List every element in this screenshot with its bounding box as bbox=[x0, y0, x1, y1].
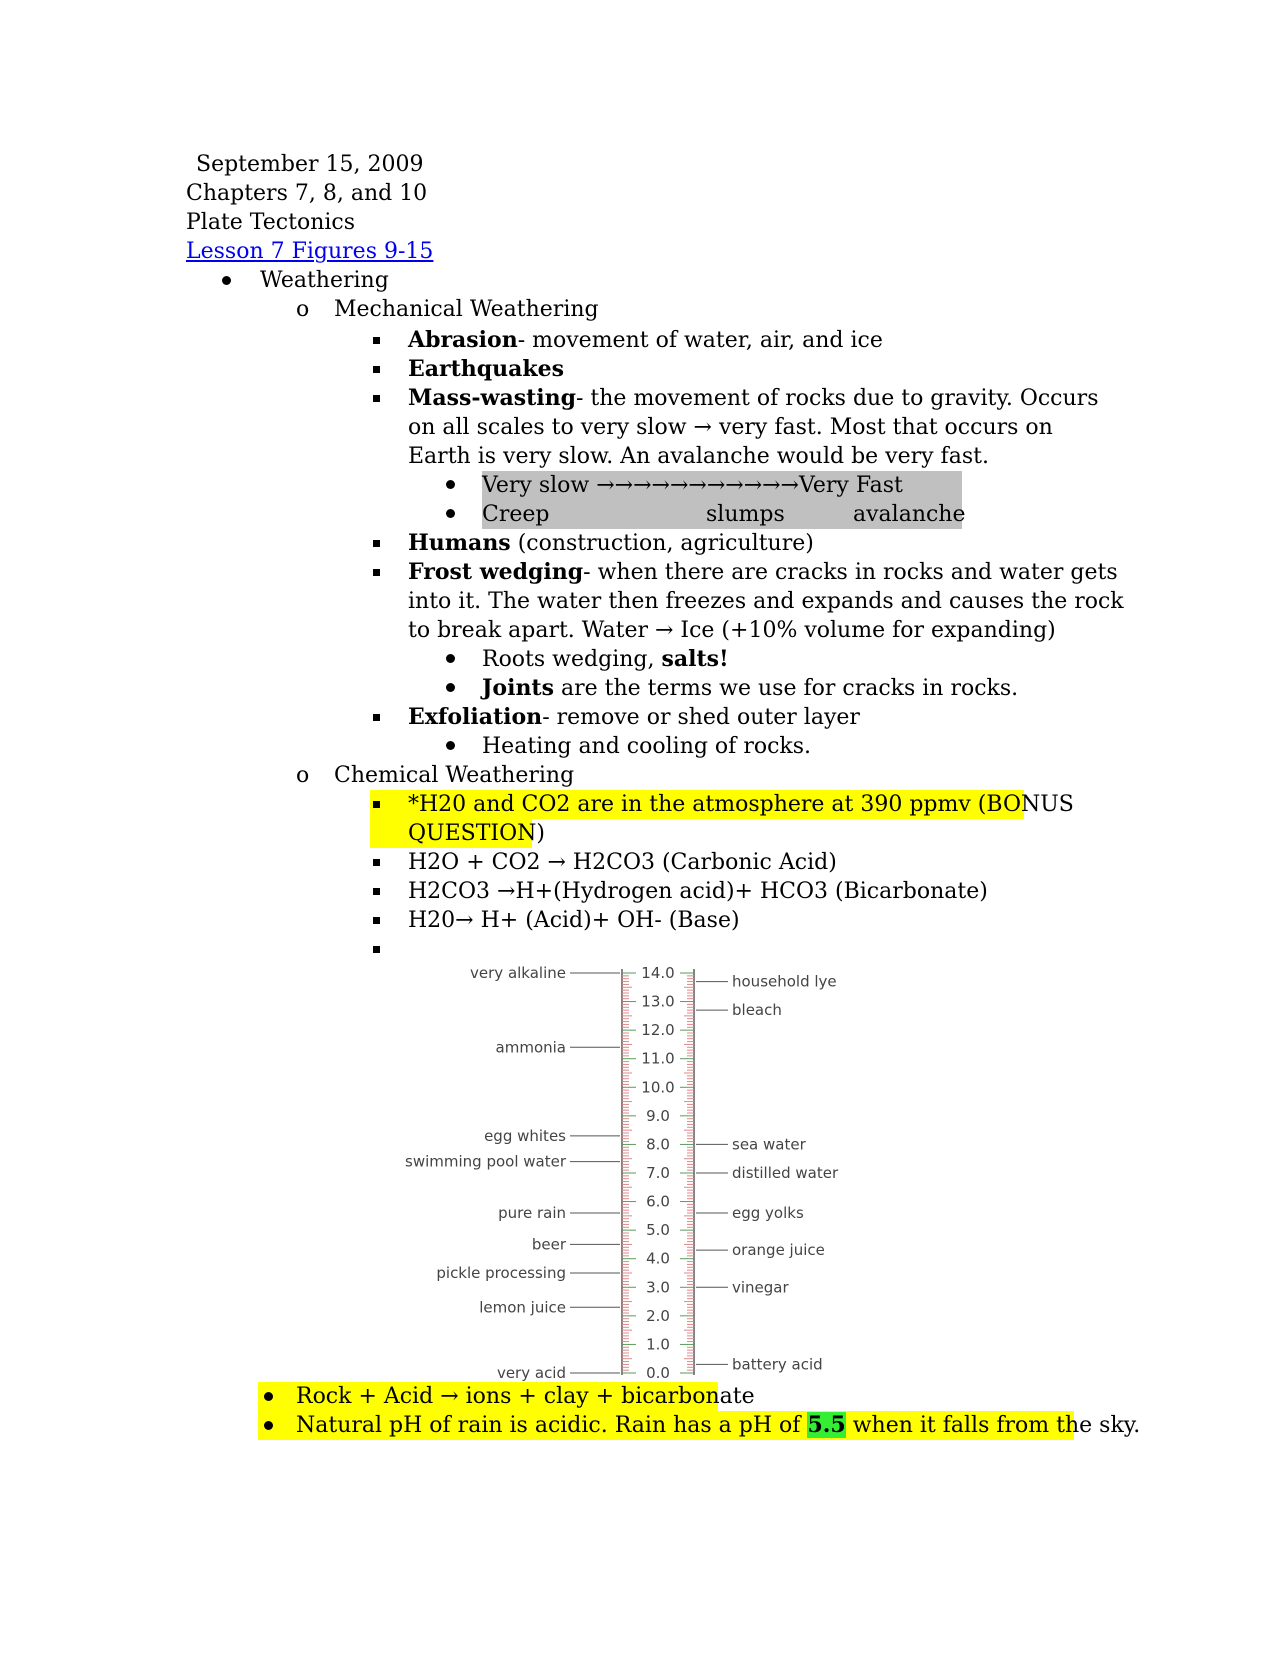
speed-scale-text: Very slow →→→→→→→→→→→Very Fast bbox=[482, 471, 962, 500]
abrasion-term: Abrasion bbox=[408, 327, 518, 353]
circle-bullet-icon: o bbox=[296, 297, 310, 322]
ph-tick-label: 14.0 bbox=[641, 964, 675, 982]
rock-acid-line: Rock + Acid → ions + clay + bicarbonate bbox=[296, 1384, 755, 1409]
abrasion-text: - movement of water, air, and ice bbox=[517, 328, 883, 353]
square-bullet-icon bbox=[373, 888, 380, 895]
left-substance-label: pure rain bbox=[498, 1204, 566, 1222]
square-bullet-icon bbox=[373, 859, 380, 866]
bullet-icon bbox=[446, 683, 455, 692]
bullet-icon bbox=[446, 654, 455, 663]
bullet-icon bbox=[222, 276, 231, 285]
joints-term: Joints bbox=[482, 675, 554, 701]
earthquakes-item: Earthquakes bbox=[408, 356, 565, 382]
circle-bullet-icon: o bbox=[296, 763, 310, 788]
right-substance-label: distilled water bbox=[732, 1164, 839, 1182]
bullet-icon bbox=[264, 1421, 273, 1430]
weathering-heading: Weathering bbox=[260, 268, 389, 293]
creep-label: Creep bbox=[482, 502, 550, 527]
salts-text: salts! bbox=[661, 646, 729, 672]
mass-wasting-item bbox=[408, 384, 1098, 413]
abrasion-item bbox=[408, 326, 883, 355]
ph-tick-label: 6.0 bbox=[646, 1192, 670, 1211]
equation-2: H2CO3 →H+(Hydrogen acid)+ HCO3 (Bicarbonate) bbox=[408, 879, 988, 904]
ph-tick-label: 11.0 bbox=[641, 1049, 675, 1068]
ph-tick-label: 7.0 bbox=[646, 1164, 670, 1182]
mechanical-heading: Mechanical Weathering bbox=[334, 297, 599, 322]
mass-wasting-term: Mass-wasting bbox=[408, 385, 576, 411]
right-substance-label: sea water bbox=[732, 1135, 806, 1154]
left-substance-label: very acid bbox=[496, 1364, 566, 1382]
heating-item: Heating and cooling of rocks. bbox=[482, 734, 812, 759]
ph-tick-label: 3.0 bbox=[646, 1278, 670, 1297]
left-substance-label: ammonia bbox=[495, 1038, 566, 1057]
ph-tick-label: 12.0 bbox=[641, 1021, 675, 1040]
right-substance-label: bleach bbox=[732, 1001, 782, 1020]
right-substance-label: vinegar bbox=[732, 1278, 789, 1297]
chemical-heading: Chemical Weathering bbox=[334, 763, 575, 788]
left-substance-label: pickle processing bbox=[436, 1264, 566, 1282]
humans-text: (construction, agriculture) bbox=[510, 531, 814, 556]
left-substance-label: beer bbox=[531, 1235, 566, 1254]
frost-line-2: into it. The water then freezes and expands and causes the rock bbox=[408, 589, 1124, 614]
frost-term: Frost wedging bbox=[408, 559, 584, 585]
equation-1: H2O + CO2 → H2CO3 (Carbonic Acid) bbox=[408, 850, 837, 875]
left-substance-label: egg whites bbox=[484, 1126, 566, 1145]
ph-scale-chart bbox=[400, 955, 880, 1385]
left-substance-label: very alkaline bbox=[470, 964, 566, 982]
ph-tick-label: 4.0 bbox=[646, 1249, 670, 1268]
topic-line: Plate Tectonics bbox=[186, 210, 356, 235]
right-substance-label: battery acid bbox=[732, 1355, 823, 1374]
roots-item bbox=[482, 645, 729, 674]
bullet-icon bbox=[446, 480, 455, 489]
humans-term: Humans bbox=[408, 530, 511, 556]
square-bullet-icon bbox=[373, 337, 380, 344]
square-bullet-icon bbox=[373, 801, 380, 808]
right-substance-label: egg yolks bbox=[732, 1204, 804, 1222]
joints-item bbox=[482, 674, 1018, 703]
frost-text: - when there are cracks in rocks and water gets bbox=[583, 560, 1118, 585]
exfoliation-term: Exfoliation bbox=[408, 704, 543, 730]
avalanche-label: avalanche bbox=[853, 502, 966, 527]
square-bullet-icon bbox=[373, 946, 380, 953]
chapters-line: Chapters 7, 8, and 10 bbox=[186, 181, 428, 206]
ph-tick-label: 5.0 bbox=[646, 1221, 670, 1240]
square-bullet-icon bbox=[373, 569, 380, 576]
square-bullet-icon bbox=[373, 917, 380, 924]
date-line: September 15, 2009 bbox=[196, 152, 424, 177]
equation-3: H20→ H+ (Acid)+ OH- (Base) bbox=[408, 908, 740, 933]
bullet-icon bbox=[446, 509, 455, 518]
ph-tick-label: 9.0 bbox=[646, 1106, 670, 1125]
speed-scale-row bbox=[482, 471, 962, 500]
frost-item bbox=[408, 558, 1118, 587]
mass-wasting-text: - the movement of rocks due to gravity. Occurs bbox=[576, 386, 1099, 411]
right-substance-label: household lye bbox=[732, 972, 837, 991]
square-bullet-icon bbox=[373, 395, 380, 402]
bonus-line-2: QUESTION) bbox=[408, 821, 545, 846]
exfoliation-text: - remove or shed outer layer bbox=[542, 705, 860, 730]
frost-line-3: to break apart. Water → Ice (+10% volume for expanding) bbox=[408, 618, 1056, 643]
bonus-line-1: *H20 and CO2 are in the atmosphere at 390 ppmv (BONUS bbox=[408, 792, 1074, 817]
left-substance-label: swimming pool water bbox=[405, 1152, 566, 1171]
ph-tick-label: 2.0 bbox=[646, 1306, 670, 1325]
square-bullet-icon bbox=[373, 714, 380, 721]
rain-line bbox=[296, 1411, 1140, 1440]
left-substance-label: lemon juice bbox=[479, 1298, 566, 1317]
lesson-link[interactable]: Lesson 7 Figures 9-15 bbox=[186, 239, 434, 264]
mass-wasting-line-3: Earth is very slow. An avalanche would be very fast. bbox=[408, 444, 989, 469]
ph-tick-label: 1.0 bbox=[646, 1335, 670, 1354]
bullet-icon bbox=[264, 1392, 273, 1401]
ph-tick-label: 10.0 bbox=[641, 1078, 675, 1097]
ph-tick-label: 13.0 bbox=[641, 992, 675, 1011]
square-bullet-icon bbox=[373, 366, 380, 373]
rain-text-2: when it falls from the sky. bbox=[845, 1413, 1141, 1438]
joints-text: are the terms we use for cracks in rocks. bbox=[553, 676, 1019, 701]
right-substance-label: orange juice bbox=[732, 1241, 825, 1260]
roots-text: Roots wedging, bbox=[482, 647, 662, 672]
mass-wasting-line-2: on all scales to very slow → very fast. Most that occurs on bbox=[408, 415, 1053, 440]
exfoliation-item bbox=[408, 703, 860, 732]
slumps-label: slumps bbox=[706, 502, 785, 527]
square-bullet-icon bbox=[373, 540, 380, 547]
ph-tick-label: 8.0 bbox=[646, 1135, 670, 1154]
ph-tick-label: 0.0 bbox=[646, 1364, 670, 1382]
humans-item bbox=[408, 529, 814, 558]
rain-text-1: Natural pH of rain is acidic. Rain has a pH of bbox=[296, 1413, 808, 1438]
bullet-icon bbox=[446, 741, 455, 750]
rain-ph-value: 5.5 bbox=[807, 1412, 846, 1438]
